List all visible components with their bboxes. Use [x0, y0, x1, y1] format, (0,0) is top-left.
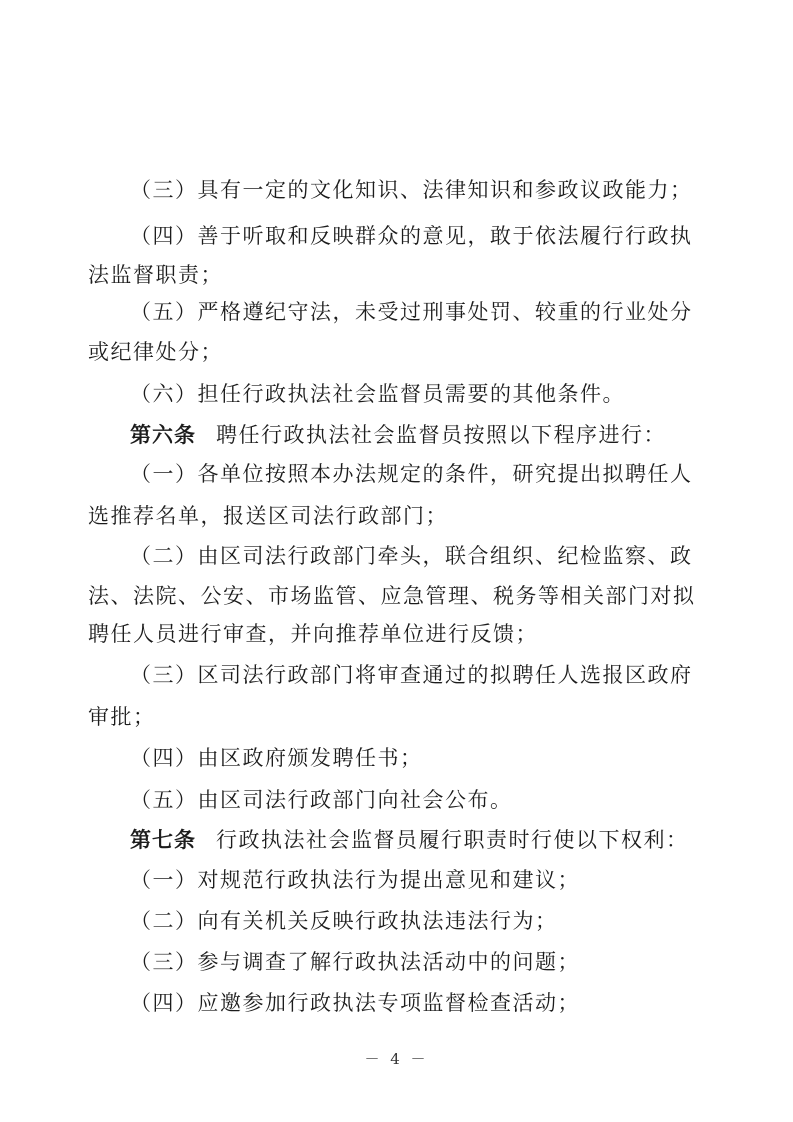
text-line	[130, 868, 580, 892]
line-text: （五）严格遵纪守法，未受过刑事处罚、较重的行业处分	[130, 300, 693, 324]
text-line	[130, 300, 693, 324]
text-line	[88, 705, 156, 729]
text-line	[130, 224, 693, 248]
line-text: （四）善于听取和反映群众的意见，敢于依法履行行政执	[130, 224, 693, 248]
line-text: （三）具有一定的文化知识、法律知识和参政议政能力；	[130, 178, 693, 202]
line-text: （二）由区司法行政部门牵头，联合组织、纪检监察、政	[130, 544, 693, 568]
text-line	[88, 263, 223, 287]
text-line	[88, 622, 538, 646]
text-line	[130, 462, 693, 486]
line-text: （三）参与调查了解行政执法活动中的问题；	[130, 950, 580, 974]
article-heading: 第七条	[130, 827, 196, 852]
text-line	[130, 663, 693, 687]
line-text: 选推荐名单，报送区司法行政部门；	[88, 504, 448, 528]
article-line	[130, 423, 666, 447]
text-line	[130, 746, 423, 770]
line-text: （三）区司法行政部门将审查通过的拟聘任人选报区政府	[130, 663, 693, 687]
text-line	[130, 950, 580, 974]
text-line	[130, 544, 693, 568]
text-line	[130, 909, 558, 933]
text-line	[88, 504, 448, 528]
line-text: （六）担任行政执法社会监督员需要的其他条件。	[130, 382, 625, 406]
line-text: （二）向有关机关反映行政执法违法行为；	[130, 909, 558, 933]
text-line	[130, 788, 513, 812]
line-text: 行政执法社会监督员履行职责时行使以下权利：	[216, 828, 689, 852]
line-text: 聘任行政执法社会监督员按照以下程序进行：	[216, 423, 666, 447]
page-number: － 4 －	[364, 1050, 429, 1068]
line-text: 聘任人员进行审查，并向推荐单位进行反馈；	[88, 622, 538, 646]
line-text: （五）由区司法行政部门向社会公布。	[130, 788, 513, 812]
text-line	[130, 178, 693, 202]
article-heading: 第六条	[130, 422, 196, 447]
line-text: （四）应邀参加行政执法专项监督检查活动；	[130, 991, 580, 1015]
line-text: 法、法院、公安、市场监管、应急管理、税务等相关部门对拟	[88, 584, 696, 608]
line-text: 审批；	[88, 705, 156, 729]
line-text: （四）由区政府颁发聘任书；	[130, 746, 423, 770]
text-line	[130, 382, 625, 406]
text-line	[130, 991, 580, 1015]
line-text: （一）对规范行政执法行为提出意见和建议；	[130, 868, 580, 892]
article-line	[130, 828, 689, 852]
line-text: 或纪律处分；	[88, 340, 223, 364]
line-text: （一）各单位按照本办法规定的条件，研究提出拟聘任人	[130, 462, 693, 486]
text-line	[88, 584, 696, 608]
line-text: 法监督职责；	[88, 263, 223, 287]
text-line	[88, 340, 223, 364]
